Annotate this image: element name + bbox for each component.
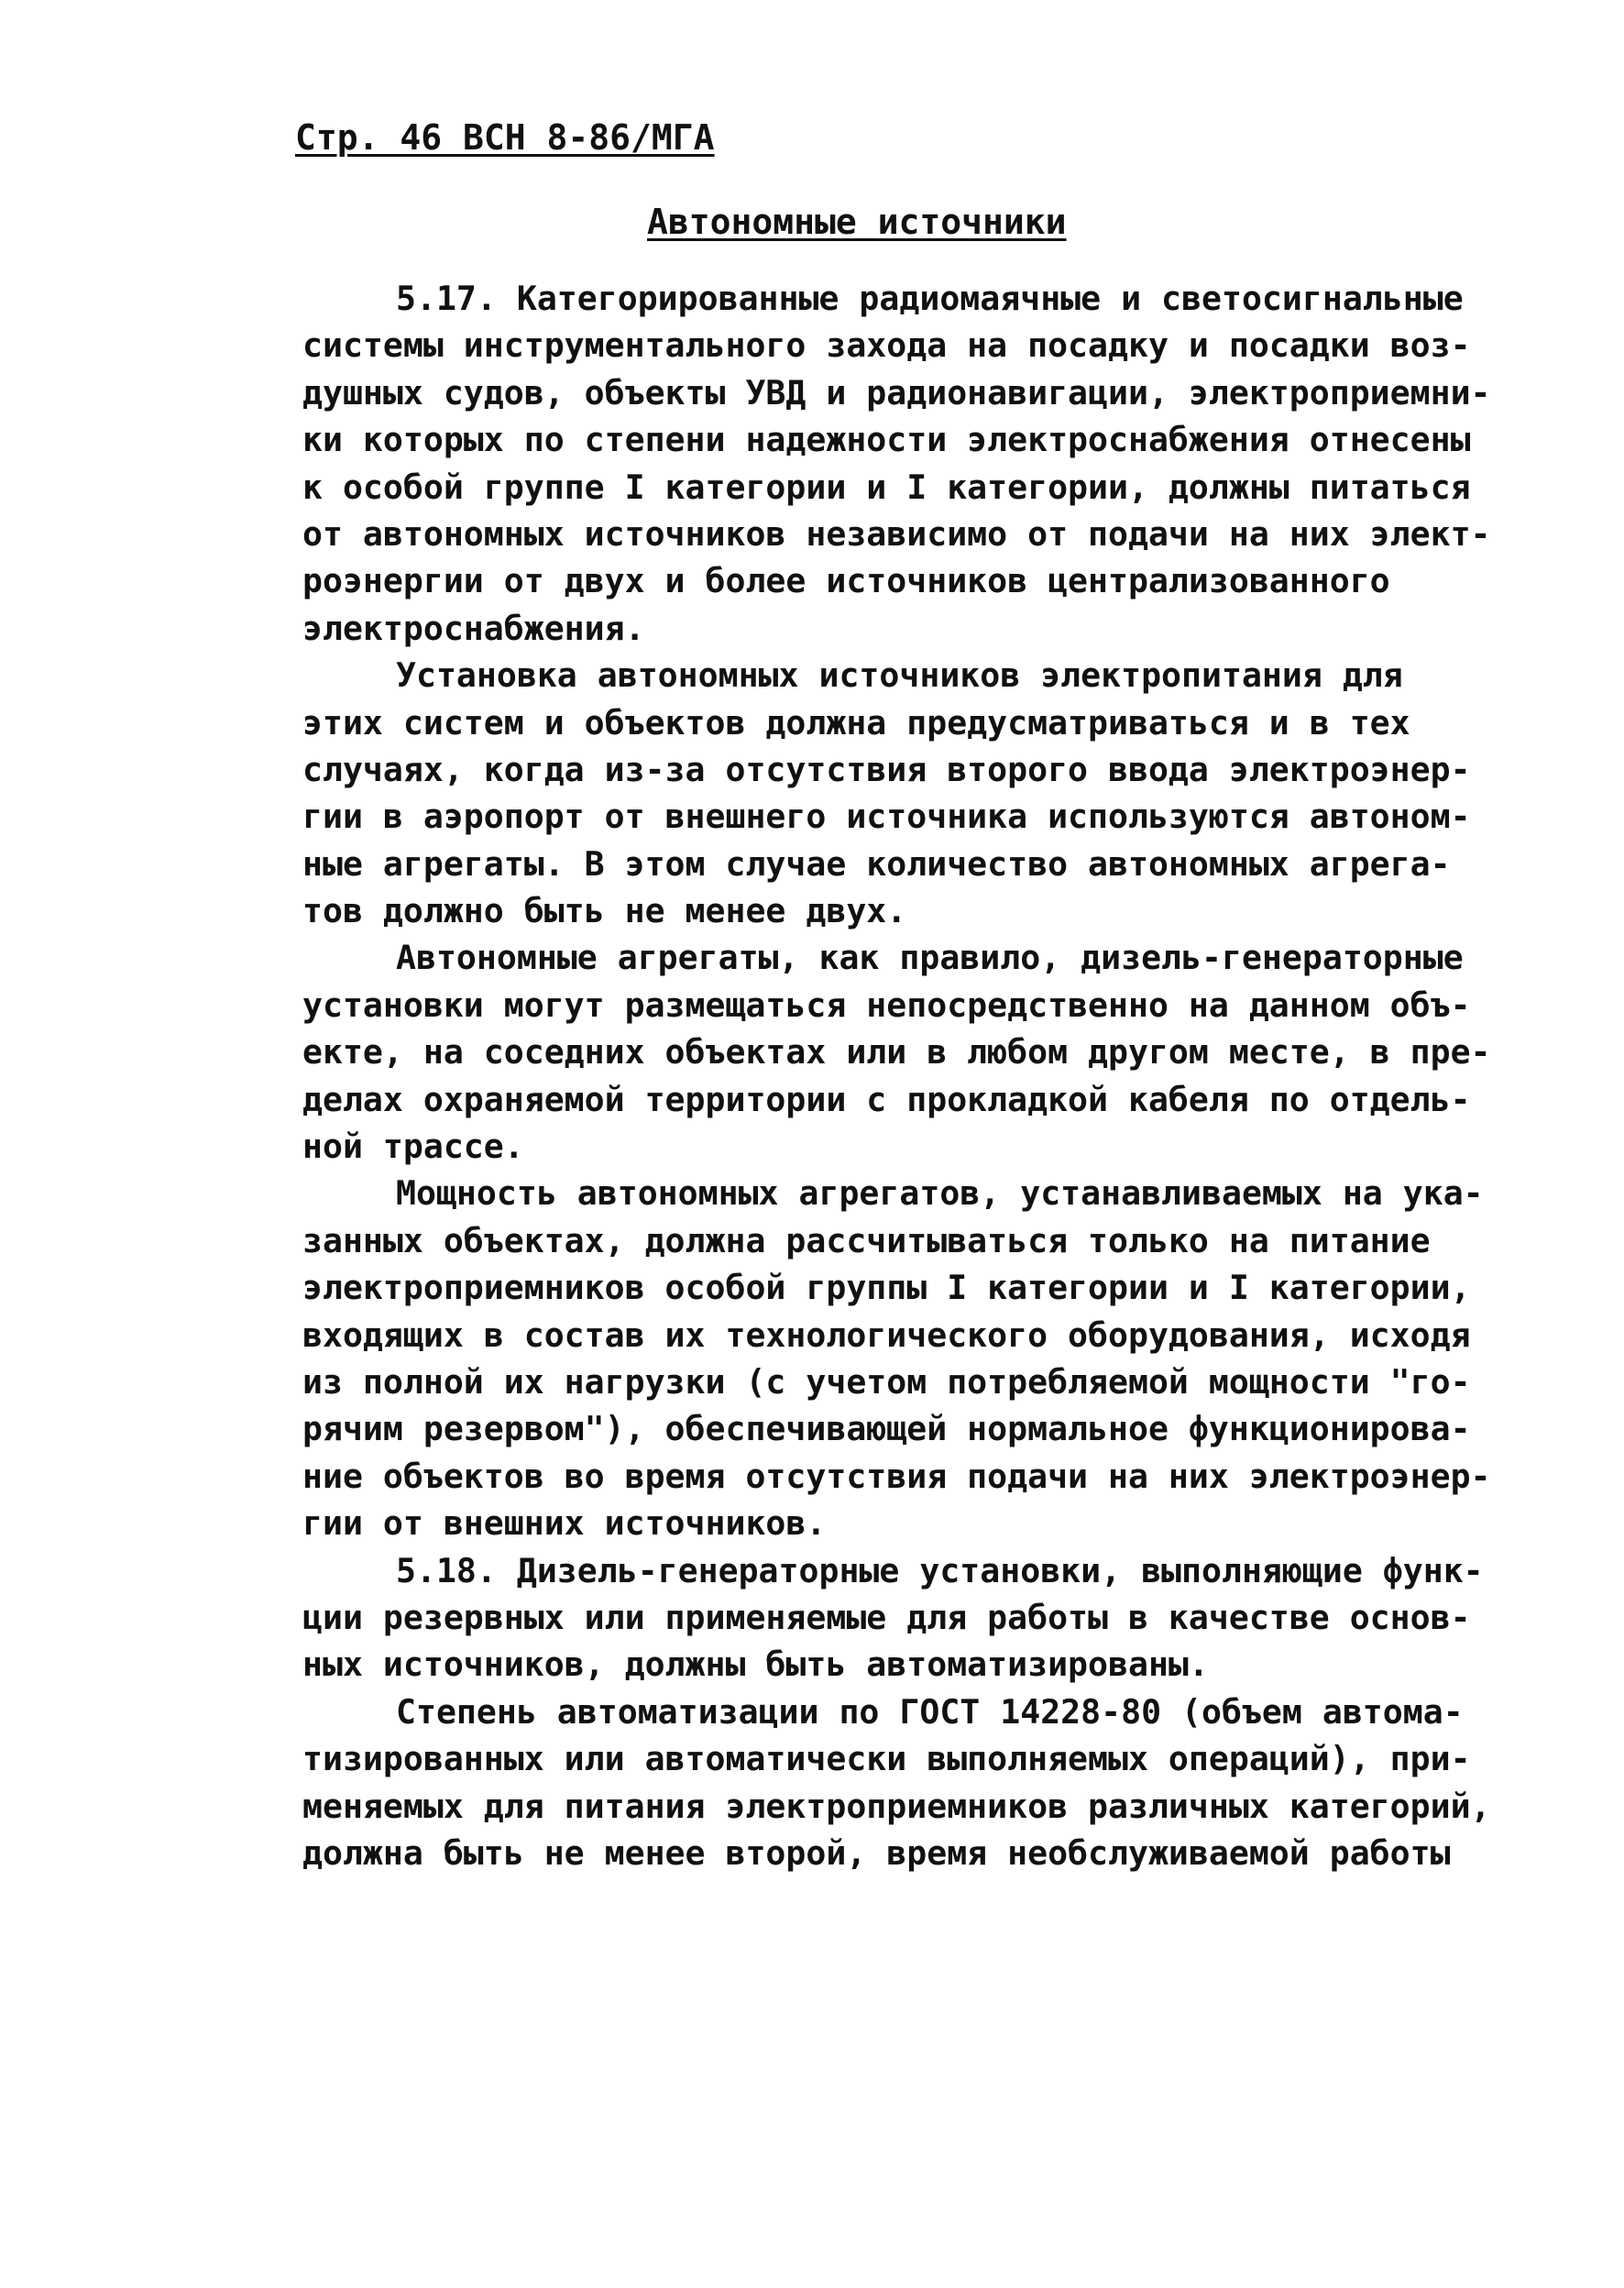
text-line: гии от внешних источников. bbox=[302, 1503, 827, 1544]
text-line: 5.17. Категорированные радиомаячные и светосигнальные bbox=[396, 279, 1464, 318]
text-line: к особой группе I категории и I категории, должны питаться bbox=[302, 467, 1471, 507]
text-line: ции резервных или применяемые для работы в качестве основ- bbox=[302, 1597, 1471, 1637]
text-line: Мощность автономных агрегатов, устанавливаемых на ука- bbox=[396, 1173, 1484, 1214]
text-line: 5.18. Дизель-генераторные установки, выполняющие функ- bbox=[396, 1550, 1484, 1590]
text-line: Установка автономных источников электропитания для bbox=[396, 655, 1403, 696]
text-line: случаях, когда из-за отсутствия второго ввода электроэнер- bbox=[302, 749, 1471, 789]
text-line: ные агрегаты. В этом случае количество автономных агрега- bbox=[302, 843, 1451, 884]
text-line: Автономные агрегаты, как правило, дизель-генераторные bbox=[396, 938, 1464, 978]
text-line: ние объектов во время отсутствия подачи на них электроэнер- bbox=[302, 1456, 1491, 1496]
text-line: электроснабжения. bbox=[302, 608, 645, 648]
text-line: Степень автоматизации по ГОСТ 14228-80 (объем автома- bbox=[396, 1691, 1464, 1732]
text-line: ных источников, должны быть автоматизированы. bbox=[302, 1644, 1209, 1685]
text-line: делах охраняемой территории с прокладкой кабеля по отдель- bbox=[302, 1079, 1471, 1119]
text-line: занных объектах, должна рассчитываться только на питание bbox=[302, 1220, 1431, 1260]
text-line: системы инструментального захода на посадку и посадки воз- bbox=[302, 325, 1471, 366]
text-line: из полной их нагрузки (с учетом потребляемой мощности "го- bbox=[302, 1361, 1471, 1402]
text-line: душных судов, объекты УВД и радионавигации, электроприемни- bbox=[302, 372, 1491, 412]
text-line: должна быть не менее второй, время необслуживаемой работы bbox=[302, 1832, 1451, 1873]
text-line: от автономных источников независимо от подачи на них элект- bbox=[302, 513, 1491, 554]
text-line: этих систем и объектов должна предусматриваться и в тех bbox=[302, 702, 1410, 742]
text-line: установки могут размещаться непосредственно на данном объ- bbox=[302, 984, 1471, 1025]
body-text bbox=[302, 275, 1491, 1876]
text-line: входящих в состав их технологического оборудования, исходя bbox=[302, 1314, 1471, 1355]
text-line: тизированных или автоматически выполняемых операций), при- bbox=[302, 1739, 1471, 1779]
text-line: меняемых для питания электроприемников различных категорий, bbox=[302, 1786, 1491, 1826]
text-line: гии в аэропорт от внешнего источника используются автоном- bbox=[302, 797, 1471, 837]
page-header: Стр. 46 ВСН 8-86/МГА bbox=[295, 117, 715, 158]
text-line: тов должно быть не менее двух. bbox=[302, 891, 907, 931]
text-line: ной трассе. bbox=[302, 1127, 524, 1167]
text-line: екте, на соседних объектах или в любом другом месте, в пре- bbox=[302, 1032, 1491, 1072]
text-line: роэнергии от двух и более источников централизованного bbox=[302, 561, 1390, 601]
text-line: рячим резервом"), обеспечивающей нормальное функционирова- bbox=[302, 1409, 1471, 1449]
text-line: электроприемников особой группы I категории и I категории, bbox=[302, 1268, 1471, 1308]
text-line: ки которых по степени надежности электроснабжения отнесены bbox=[302, 420, 1471, 460]
section-title: Автономные источники bbox=[647, 202, 1067, 242]
